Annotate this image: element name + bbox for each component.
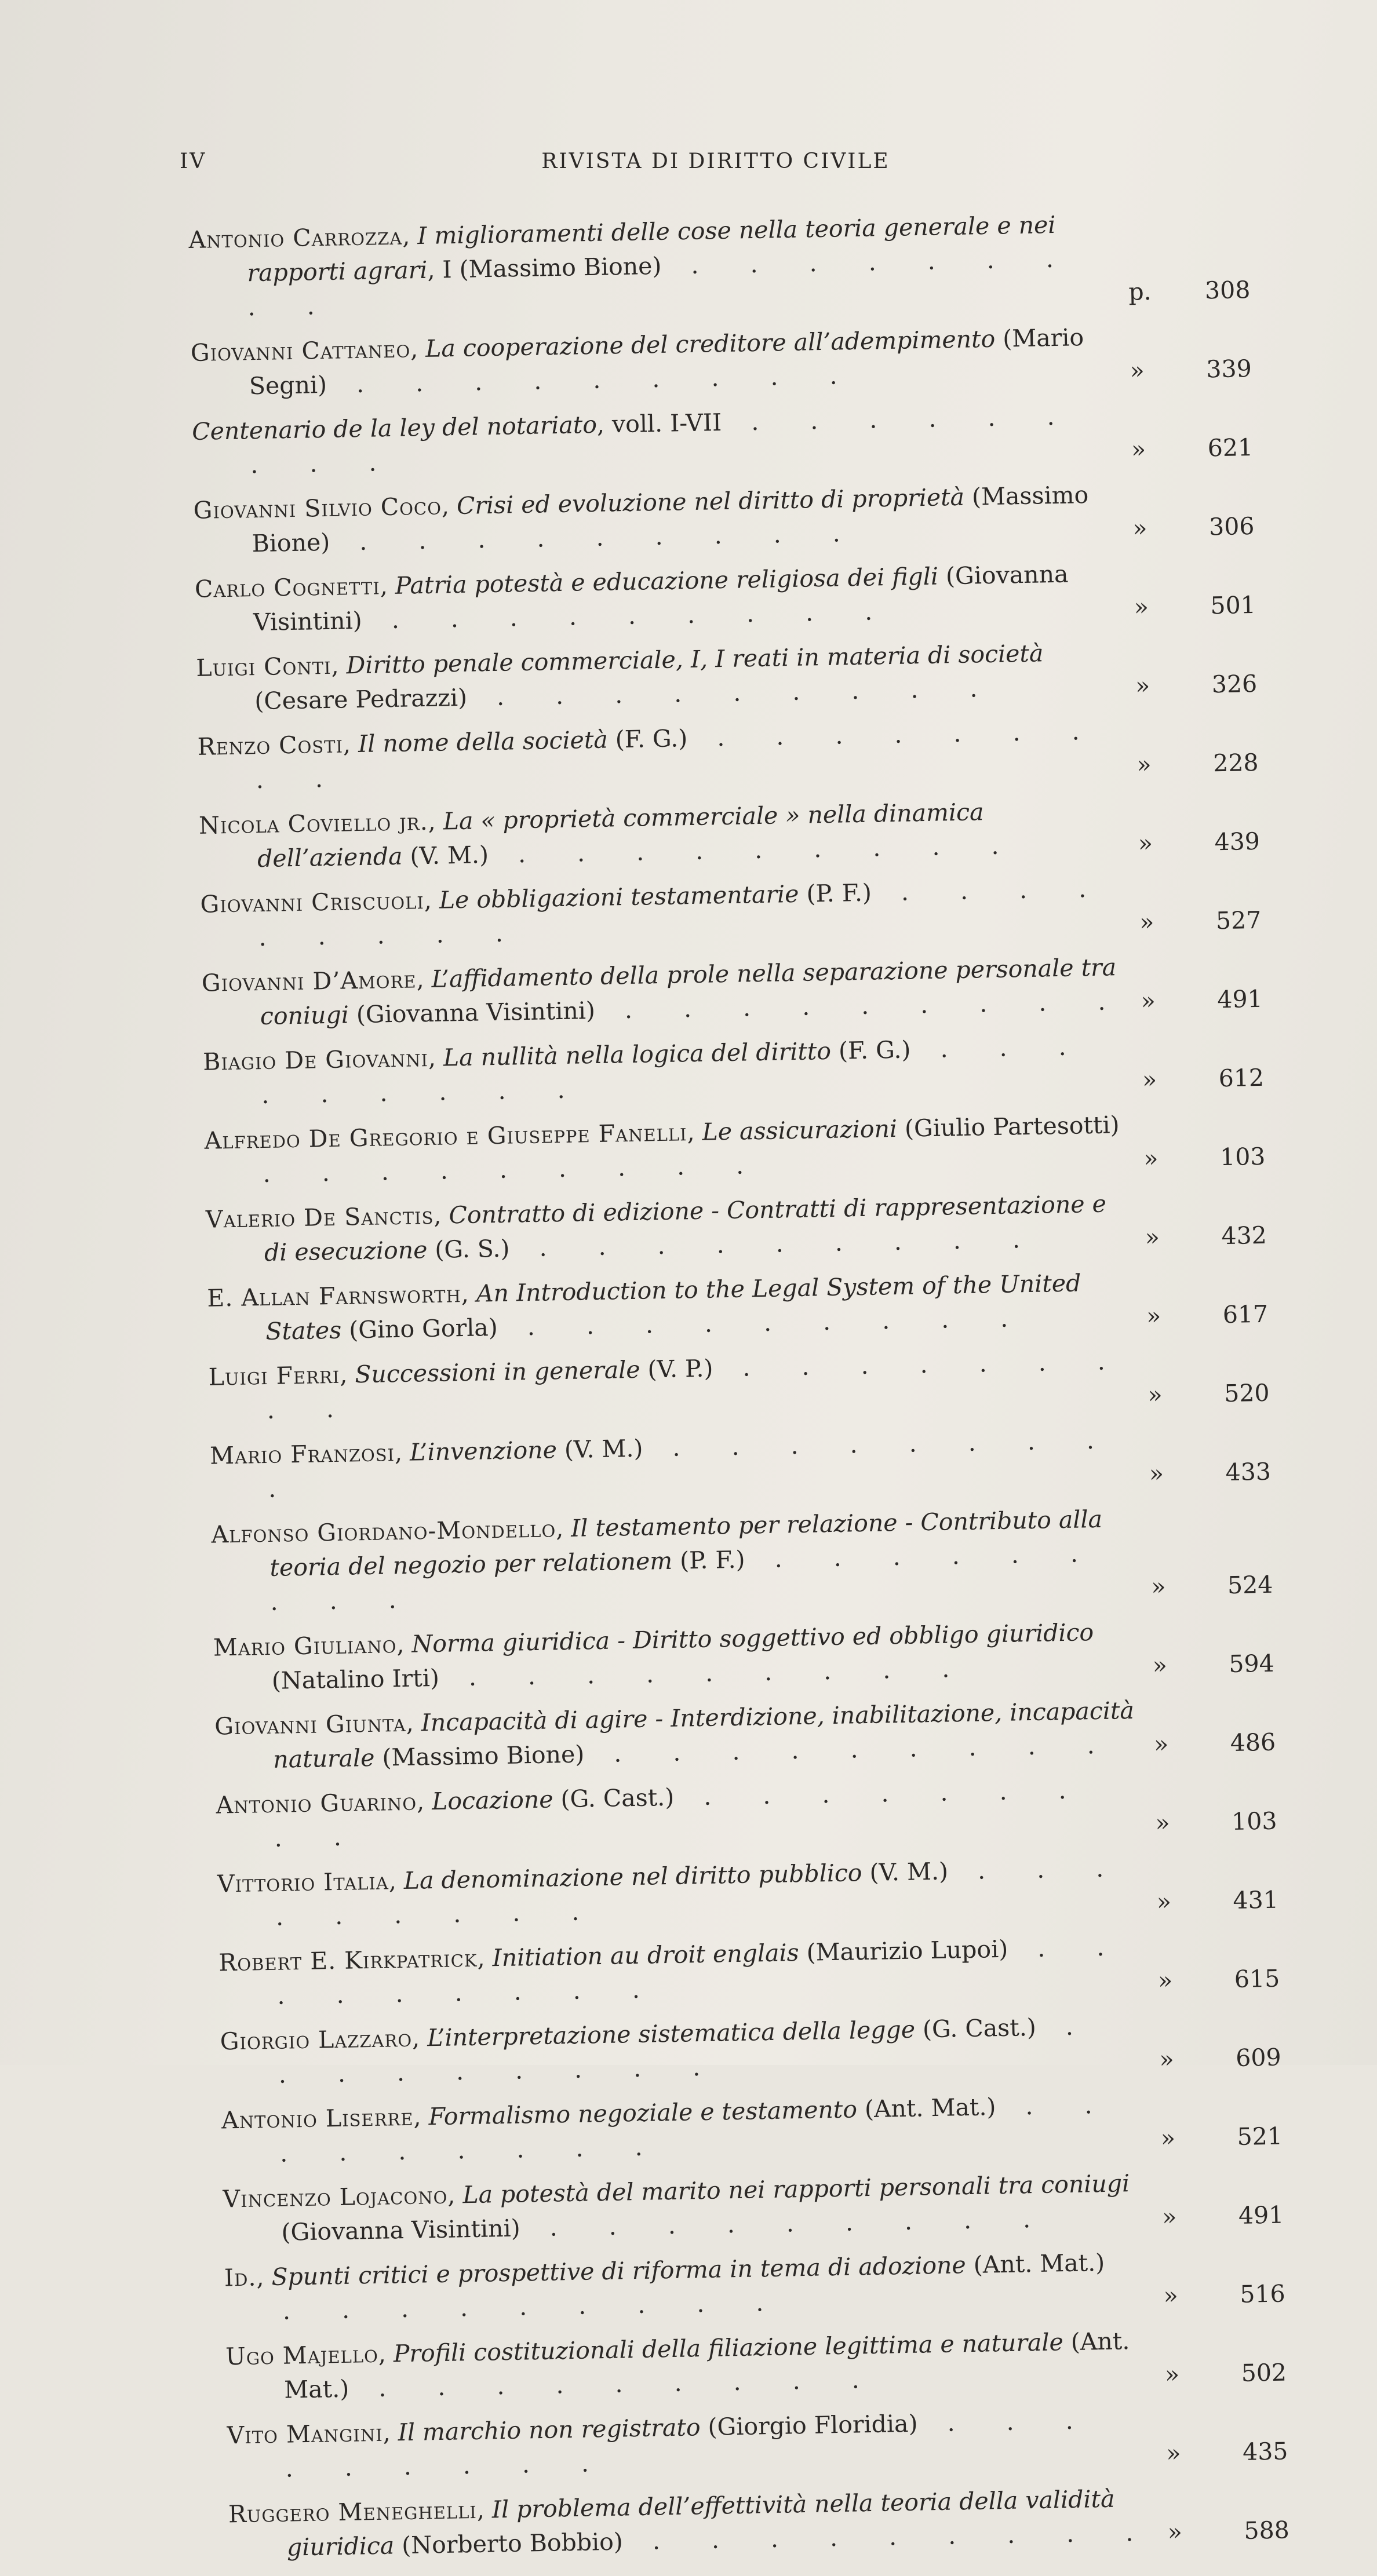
entry-author: Carlo Cognetti bbox=[194, 572, 381, 603]
entry-page-ref bbox=[1136, 746, 1259, 782]
entry-page-ref bbox=[1128, 273, 1251, 309]
entry-page-ref bbox=[1158, 1962, 1280, 1998]
entry-page-ref bbox=[1145, 1218, 1267, 1255]
entry-text bbox=[227, 2402, 1155, 2487]
entry-title: Contratto di edizione - Contratti di rappresentazione e di esecuzione bbox=[264, 1190, 1107, 1267]
dot-leader: . . . . . . . . . bbox=[279, 2090, 1114, 2168]
entry-reviewer: (F. G.) bbox=[830, 1035, 911, 1065]
entry-title: La « proprietà commerciale » nella dinamica dell’azienda bbox=[257, 798, 984, 873]
index-entry bbox=[208, 1342, 1270, 1429]
entry-text bbox=[210, 1423, 1138, 1508]
index-entry bbox=[224, 2243, 1285, 2330]
entry-reviewer: (Ant. Mat.) bbox=[966, 2248, 1105, 2279]
dot-leader: . . . . . . . . . bbox=[263, 1151, 766, 1188]
entry-author: Giovanni D’Amore bbox=[201, 965, 417, 997]
entry-separator: , bbox=[441, 491, 457, 520]
entry-page-ref bbox=[1142, 1061, 1265, 1097]
page-prefix: » bbox=[1131, 435, 1146, 464]
entry-text bbox=[195, 556, 1123, 641]
entry-page-number: 521 bbox=[1237, 2122, 1283, 2151]
entry-page-ref bbox=[1131, 430, 1254, 467]
dot-leader: . . . . . . . . . bbox=[268, 1426, 1117, 1503]
dot-leader: . . . . . . . . . bbox=[278, 2012, 1096, 2089]
entry-reviewer: (Giorgio Floridia) bbox=[700, 2409, 918, 2442]
entry-page-ref bbox=[1166, 2434, 1288, 2471]
entry-page-ref bbox=[1154, 1725, 1276, 1762]
dot-leader: . . . . . . . . . bbox=[285, 2406, 1096, 2483]
dot-leader: . . . . . . . . . bbox=[326, 361, 859, 399]
index-entry bbox=[190, 318, 1252, 404]
entry-page-number: 491 bbox=[1216, 984, 1263, 1014]
entry-page-number: 594 bbox=[1228, 1649, 1275, 1679]
page-prefix: » bbox=[1132, 514, 1148, 542]
entry-page-ref bbox=[1159, 2041, 1281, 2077]
index-entry bbox=[204, 1105, 1266, 1192]
entry-reviewer: (P. F.) bbox=[799, 878, 872, 908]
entry-text bbox=[220, 2009, 1148, 2093]
entry-page-number: 326 bbox=[1211, 669, 1258, 699]
entry-author: Id. bbox=[224, 2263, 257, 2292]
entry-page-number: 615 bbox=[1234, 1964, 1280, 1993]
entry-text bbox=[188, 207, 1117, 326]
entry-text bbox=[213, 1615, 1141, 1699]
entry-title: Centenario de la ley del notariato bbox=[191, 410, 598, 446]
index-entry bbox=[223, 2164, 1284, 2251]
index-entry bbox=[199, 790, 1261, 877]
entry-author: Mario Franzosi bbox=[209, 1439, 395, 1470]
entry-separator: , bbox=[428, 807, 444, 835]
entry-reviewer: (P. F.) bbox=[672, 1545, 745, 1575]
dot-leader: . . . . . . . . . bbox=[584, 1731, 1117, 1768]
entry-reviewer: (G. S.) bbox=[427, 1234, 510, 1264]
dot-leader: . . . . . . . . . bbox=[439, 1654, 972, 1692]
entry-text bbox=[200, 871, 1128, 956]
index-entry bbox=[207, 1263, 1269, 1350]
dot-leader: . . . . . . . . . bbox=[256, 717, 1102, 794]
entry-author: Robert E. Kirkpatrick bbox=[218, 1944, 478, 1977]
entry-title: Crisi ed evoluzione nel diritto di proprietà bbox=[456, 483, 965, 520]
entry-page-number: 103 bbox=[1231, 1807, 1277, 1836]
page-prefix: » bbox=[1148, 1380, 1163, 1409]
entry-page-number: 621 bbox=[1207, 433, 1254, 462]
dot-leader: . . . . . . . . . bbox=[261, 1032, 1089, 1110]
index-entry bbox=[213, 1612, 1274, 1699]
page-prefix: » bbox=[1163, 2281, 1179, 2310]
dot-leader: . . . . . . . . . bbox=[497, 1304, 1030, 1341]
entry-reviewer: (Cesare Pedrazzi) bbox=[254, 683, 468, 716]
entry-reviewer: (Norberto Bobbio) bbox=[394, 2527, 624, 2560]
entry-reviewer: (V. M.) bbox=[862, 1857, 949, 1887]
entry-separator: , bbox=[413, 2103, 429, 2131]
entry-text bbox=[199, 793, 1127, 877]
entry-text bbox=[201, 950, 1130, 1035]
entry-page-ref bbox=[1165, 2355, 1287, 2392]
page-prefix: » bbox=[1136, 750, 1152, 779]
entry-text bbox=[223, 2166, 1151, 2251]
entry-text bbox=[228, 2481, 1157, 2566]
entry-reviewer: (V. P.) bbox=[640, 1354, 713, 1384]
entry-page-number: 433 bbox=[1225, 1457, 1272, 1487]
running-header bbox=[180, 149, 1252, 184]
entry-reviewer: (Mario Segni) bbox=[249, 323, 1084, 400]
entry-separator: , bbox=[331, 651, 347, 680]
page-prefix: » bbox=[1141, 987, 1156, 1015]
entry-separator: , bbox=[687, 1118, 702, 1147]
entry-separator: , bbox=[406, 1709, 422, 1737]
entry-reviewer: (V. M.) bbox=[556, 1434, 643, 1464]
entry-text bbox=[190, 320, 1119, 404]
page-prefix: » bbox=[1145, 1223, 1160, 1251]
entry-separator: , bbox=[339, 1360, 355, 1389]
index-entry bbox=[214, 1691, 1276, 1778]
entry-reviewer: , voll. I-VII bbox=[596, 408, 722, 439]
entry-title: Norma giuridica - Diritto soggettivo ed obbligo giuridico bbox=[411, 1618, 1094, 1658]
page-prefix: » bbox=[1130, 356, 1145, 385]
entry-page-number: 588 bbox=[1244, 2516, 1290, 2545]
entry-title: La denominazione nel diritto pubblico bbox=[403, 1859, 862, 1895]
entry-text bbox=[193, 477, 1121, 562]
page-prefix: » bbox=[1155, 1808, 1170, 1837]
entry-text bbox=[197, 714, 1125, 798]
dot-leader: . . . . . . . . . bbox=[329, 519, 863, 556]
entry-page-number: 439 bbox=[1214, 827, 1261, 856]
index-entry bbox=[210, 1421, 1272, 1508]
entry-separator: , bbox=[402, 222, 418, 250]
index-entry bbox=[217, 1849, 1279, 1936]
index-entry bbox=[197, 711, 1259, 798]
entry-title: L’interpretazione sistematica della legge bbox=[427, 2015, 916, 2052]
page-prefix: » bbox=[1150, 1572, 1166, 1601]
page-prefix: » bbox=[1159, 2045, 1175, 2074]
entry-reviewer: (Massimo Bione) bbox=[252, 480, 1089, 558]
entry-reviewer: (Maurizio Lupoi) bbox=[799, 1935, 1008, 1967]
index-entry bbox=[221, 2085, 1283, 2172]
entry-separator: , bbox=[424, 886, 440, 915]
index-entry bbox=[206, 1184, 1267, 1271]
entry-author: Mario Giuliano bbox=[213, 1630, 397, 1662]
entry-separator: , bbox=[416, 1787, 432, 1816]
entry-page-number: 609 bbox=[1235, 2043, 1281, 2072]
entry-separator: , bbox=[433, 1201, 449, 1229]
entry-text bbox=[204, 1108, 1132, 1192]
entry-author: Ruggero Meneghelli bbox=[228, 2495, 478, 2528]
entry-author: Antonio Liserre bbox=[221, 2103, 414, 2134]
index-entry bbox=[220, 2006, 1281, 2093]
entry-title: L’affidamento della prole nella separazione personale tra coniugi bbox=[260, 953, 1117, 1031]
entry-page-ref bbox=[1132, 509, 1255, 546]
dot-leader: . . . . . . . . . bbox=[520, 2205, 1053, 2242]
entry-page-ref bbox=[1151, 1568, 1273, 1604]
entry-separator: , bbox=[256, 2263, 272, 2292]
entry-author: Giorgio Lazzaro bbox=[220, 2024, 413, 2056]
entry-reviewer: (Natalino Irti) bbox=[271, 1663, 440, 1695]
entry-title: Il problema dell’effettività nella teoria della validità giuridica bbox=[286, 2484, 1115, 2562]
entry-separator: , bbox=[410, 334, 426, 363]
entry-text bbox=[221, 2088, 1150, 2172]
entry-title: Patria potestà e educazione religiosa dei figli bbox=[395, 562, 939, 600]
entry-separator: , bbox=[447, 2181, 463, 2209]
entry-page-ref bbox=[1135, 667, 1258, 703]
entry-page-number: 516 bbox=[1239, 2279, 1286, 2308]
entry-page-ref bbox=[1149, 1455, 1271, 1491]
entry-reviewer: , I (Massimo Bione) bbox=[427, 251, 662, 284]
entry-page-number: 486 bbox=[1230, 1728, 1276, 1757]
entry-page-number: 502 bbox=[1241, 2358, 1287, 2387]
entry-text bbox=[203, 1029, 1131, 1114]
index-entry bbox=[193, 475, 1255, 562]
entry-reviewer: (Ant. Mat.) bbox=[857, 2093, 996, 2123]
entry-page-number: 491 bbox=[1238, 2201, 1284, 2230]
entry-separator: , bbox=[555, 1514, 571, 1543]
entry-reviewer: (G. Cast.) bbox=[553, 1783, 675, 1814]
entry-author: Valerio De Sanctis bbox=[205, 1201, 434, 1234]
dot-leader: . . . . . . . . . bbox=[509, 1225, 1043, 1263]
entry-page-ref bbox=[1146, 1297, 1269, 1334]
dot-leader: . . . . . . . . . bbox=[247, 245, 1076, 322]
entry-reviewer: (Massimo Bione) bbox=[374, 1740, 585, 1772]
entry-author: Vittorio Italia bbox=[217, 1867, 389, 1898]
dot-leader: . . . . . . . . . bbox=[282, 2288, 786, 2325]
entry-title: Incapacità di agire - Interdizione, inabilitazione, incapacità naturale bbox=[272, 1696, 1135, 1774]
entry-separator: , bbox=[380, 571, 396, 600]
index-entry bbox=[196, 633, 1258, 720]
entry-author: Vincenzo Lojacono bbox=[223, 2181, 448, 2213]
entry-text bbox=[211, 1502, 1140, 1621]
entry-title: Le assicurazioni bbox=[702, 1114, 898, 1146]
entry-text bbox=[225, 2324, 1154, 2409]
entry-separator: , bbox=[378, 2340, 394, 2368]
page-prefix: » bbox=[1134, 593, 1149, 621]
index-entry bbox=[195, 554, 1256, 641]
entry-reviewer: (Giulio Partesotti) bbox=[897, 1111, 1120, 1143]
entry-text bbox=[214, 1694, 1143, 1778]
page-prefix: » bbox=[1143, 1144, 1159, 1173]
index-entry bbox=[211, 1499, 1273, 1621]
entry-separator: , bbox=[396, 1630, 412, 1659]
entry-page-number: 524 bbox=[1227, 1570, 1273, 1600]
entry-author: Giovanni Giunta bbox=[214, 1709, 407, 1741]
entry-author: Giovanni Silvio Coco bbox=[193, 492, 442, 524]
dot-leader: . . . . . . . . . bbox=[258, 874, 1109, 952]
dot-leader: . . . . . . . . . bbox=[250, 402, 1077, 479]
entry-page-number: 306 bbox=[1208, 512, 1255, 541]
entry-title: I miglioramenti delle cose nella teoria generale e nei rapporti agrari bbox=[247, 210, 1056, 287]
journal-title: RIVISTA DI DIRITTO CIVILE bbox=[541, 149, 890, 173]
entry-author: Antonio Carrozza bbox=[188, 222, 403, 254]
page-number: IV bbox=[180, 149, 207, 173]
entry-text bbox=[217, 1851, 1146, 1936]
entry-page-number: 103 bbox=[1219, 1142, 1266, 1172]
index-entry bbox=[228, 2479, 1290, 2566]
entry-title: Formalismo negoziale e testamento bbox=[428, 2095, 858, 2131]
index-entry bbox=[216, 1770, 1277, 1857]
entry-reviewer: (G. Cast.) bbox=[915, 2013, 1037, 2044]
page-prefix: » bbox=[1142, 1066, 1157, 1094]
page-prefix: » bbox=[1146, 1302, 1161, 1330]
dot-leader: . . . . . . . . . bbox=[348, 2365, 882, 2403]
entry-author: Giovanni Cattaneo bbox=[190, 335, 411, 367]
entry-separator: , bbox=[343, 730, 359, 758]
entry-page-number: 339 bbox=[1205, 355, 1252, 384]
page-prefix: » bbox=[1135, 672, 1150, 700]
entry-separator: , bbox=[461, 1279, 477, 1308]
entry-title: An Introduction to the Legal System of the United States bbox=[265, 1269, 1081, 1345]
entry-text bbox=[216, 1772, 1144, 1857]
entry-title: Il nome della società bbox=[358, 725, 609, 758]
entry-title: Initiation au droit englais bbox=[492, 1939, 799, 1972]
index-entry bbox=[227, 2400, 1288, 2487]
entry-text bbox=[207, 1265, 1135, 1350]
dot-leader: . . . . . . . . . bbox=[622, 2518, 1156, 2556]
entry-page-ref bbox=[1152, 1647, 1274, 1683]
entry-separator: , bbox=[416, 965, 432, 994]
entry-title: L’invenzione bbox=[409, 1436, 558, 1466]
page-prefix: » bbox=[1156, 1887, 1172, 1916]
entry-separator: , bbox=[428, 1043, 444, 1072]
entry-page-ref bbox=[1141, 982, 1263, 1019]
entry-page-ref bbox=[1163, 2277, 1285, 2314]
dot-leader: . . . . . . . . . bbox=[467, 674, 1000, 711]
entry-text bbox=[224, 2245, 1152, 2330]
entry-reviewer: (Giovanna Visintini) bbox=[281, 2214, 521, 2246]
entry-page-ref bbox=[1148, 1376, 1270, 1413]
entry-author: Nicola Coviello jr. bbox=[198, 807, 429, 840]
index-entry bbox=[200, 869, 1262, 956]
entry-separator: , bbox=[411, 2024, 428, 2052]
entry-page-ref bbox=[1162, 2198, 1284, 2235]
entry-author: Alfredo De Gregorio e Giuseppe Fanelli bbox=[204, 1118, 687, 1155]
page-prefix: » bbox=[1139, 908, 1154, 936]
entry-author: Biagio De Giovanni bbox=[202, 1044, 429, 1076]
entry-page-ref bbox=[1139, 903, 1262, 940]
page-prefix: » bbox=[1167, 2517, 1183, 2546]
index-entry bbox=[218, 1928, 1280, 2015]
entry-separator: , bbox=[394, 1438, 410, 1467]
entry-page-number: 527 bbox=[1215, 906, 1262, 935]
entry-separator: , bbox=[388, 1866, 405, 1895]
dot-leader: . . . . . . . . . bbox=[277, 1933, 1127, 2010]
entry-reviewer: (Ant. Mat.) bbox=[283, 2327, 1130, 2404]
entry-page-number: 520 bbox=[1223, 1378, 1270, 1408]
dot-leader: . . . . . . . . . bbox=[267, 1347, 1128, 1424]
entry-page-ref bbox=[1138, 824, 1260, 861]
entry-author: Alfonso Giordano-Mondello bbox=[211, 1515, 556, 1549]
entry-page-number: 432 bbox=[1221, 1221, 1267, 1250]
entry-title: Locazione bbox=[431, 1785, 553, 1816]
entry-title: Il marchio non registrato bbox=[398, 2413, 701, 2447]
entry-page-number: 501 bbox=[1210, 590, 1256, 620]
entry-title: La cooperazione del creditore all’adempimento bbox=[425, 324, 996, 363]
entry-title: La nullità nella logica del diritto bbox=[443, 1037, 832, 1072]
entry-title: Spunti critici e prospettive di riforma in tema di adozione bbox=[271, 2251, 967, 2292]
dot-leader: . . . . . . . . . bbox=[488, 831, 1021, 869]
dot-leader: . . . . . . . . . bbox=[595, 987, 1128, 1024]
entry-page-number: 431 bbox=[1233, 1885, 1279, 1914]
page-prefix: » bbox=[1153, 1730, 1169, 1758]
entry-author: E. Allan Farnsworth bbox=[206, 1280, 462, 1312]
page-prefix: » bbox=[1149, 1459, 1164, 1488]
entry-page-ref bbox=[1156, 1883, 1278, 1920]
entry-author: Luigi Conti bbox=[195, 651, 332, 682]
dot-leader: . . . . . . . . . bbox=[274, 1776, 1088, 1852]
entry-author: Vito Mangini bbox=[227, 2418, 383, 2450]
page-prefix: » bbox=[1152, 1651, 1168, 1680]
entry-text bbox=[208, 1344, 1136, 1429]
entry-page-ref bbox=[1130, 352, 1252, 388]
index-entry bbox=[201, 948, 1263, 1035]
entry-reviewer: (F. G.) bbox=[607, 724, 688, 754]
entry-author: Renzo Costi bbox=[197, 730, 344, 761]
entry-title: Successioni in generale bbox=[354, 1355, 640, 1389]
entry-page-ref bbox=[1167, 2513, 1289, 2549]
entry-author: Antonio Guarino bbox=[216, 1787, 417, 1819]
entry-text bbox=[192, 399, 1120, 483]
entry-author: Ugo Majello bbox=[225, 2340, 379, 2371]
dot-leader: . . . . . . . . . bbox=[275, 1854, 1126, 1931]
entry-separator: , bbox=[477, 1944, 493, 1972]
index-entry bbox=[225, 2322, 1287, 2409]
entry-separator: , bbox=[382, 2418, 399, 2447]
entry-title: Il testamento per relazione - Contributo alla teoria del negozio per relationem bbox=[269, 1505, 1103, 1582]
entry-author: Giovanni Criscuoli bbox=[200, 886, 425, 918]
entry-text bbox=[206, 1187, 1134, 1271]
entry-title: Le obbligazioni testamentarie bbox=[439, 880, 799, 914]
index-entry bbox=[203, 1027, 1265, 1114]
entry-separator: , bbox=[476, 2495, 493, 2524]
entry-page-ref bbox=[1143, 1140, 1266, 1176]
index-entries bbox=[188, 205, 1290, 2576]
dot-leader: . . . . . . . . . bbox=[362, 597, 895, 634]
page-prefix: » bbox=[1138, 829, 1153, 858]
entry-reviewer: (Gino Gorla) bbox=[341, 1313, 498, 1344]
entry-page-number: 617 bbox=[1222, 1300, 1269, 1329]
page-prefix: » bbox=[1161, 2202, 1177, 2231]
entry-title: La potestà del marito nei rapporti personali tra coniugi bbox=[462, 2169, 1130, 2209]
entry-page-number: 612 bbox=[1218, 1063, 1265, 1093]
entry-reviewer: (Giovanna Visintini) bbox=[253, 560, 1069, 637]
index-entry bbox=[188, 205, 1251, 326]
entry-page-ref bbox=[1160, 2119, 1283, 2156]
entry-text bbox=[218, 1930, 1147, 2015]
entry-page-number: 228 bbox=[1212, 748, 1259, 778]
index-entry bbox=[192, 396, 1254, 483]
entry-page-ref bbox=[1155, 1804, 1277, 1841]
entry-reviewer: (V. M.) bbox=[402, 841, 489, 870]
page-prefix: » bbox=[1157, 1966, 1173, 1995]
dot-leader: . . . . . . . . . bbox=[270, 1539, 1101, 1616]
entry-title: Profili costituzionali della filiazione legittima e naturale bbox=[393, 2328, 1064, 2368]
page-prefix: » bbox=[1164, 2360, 1180, 2389]
entry-text bbox=[196, 635, 1124, 720]
entry-page-number: 435 bbox=[1242, 2437, 1288, 2466]
entry-page-number: 308 bbox=[1204, 276, 1251, 305]
page-prefix: » bbox=[1160, 2123, 1176, 2152]
entry-author: Luigi Ferri bbox=[208, 1360, 340, 1391]
page-prefix: » bbox=[1166, 2439, 1181, 2468]
entry-title: Diritto penale commerciale, I, I reati in materia di società bbox=[346, 639, 1044, 680]
entry-reviewer: (Giovanna Visintini) bbox=[348, 996, 596, 1029]
entry-page-ref bbox=[1134, 588, 1256, 625]
page-prefix: p. bbox=[1128, 278, 1152, 306]
